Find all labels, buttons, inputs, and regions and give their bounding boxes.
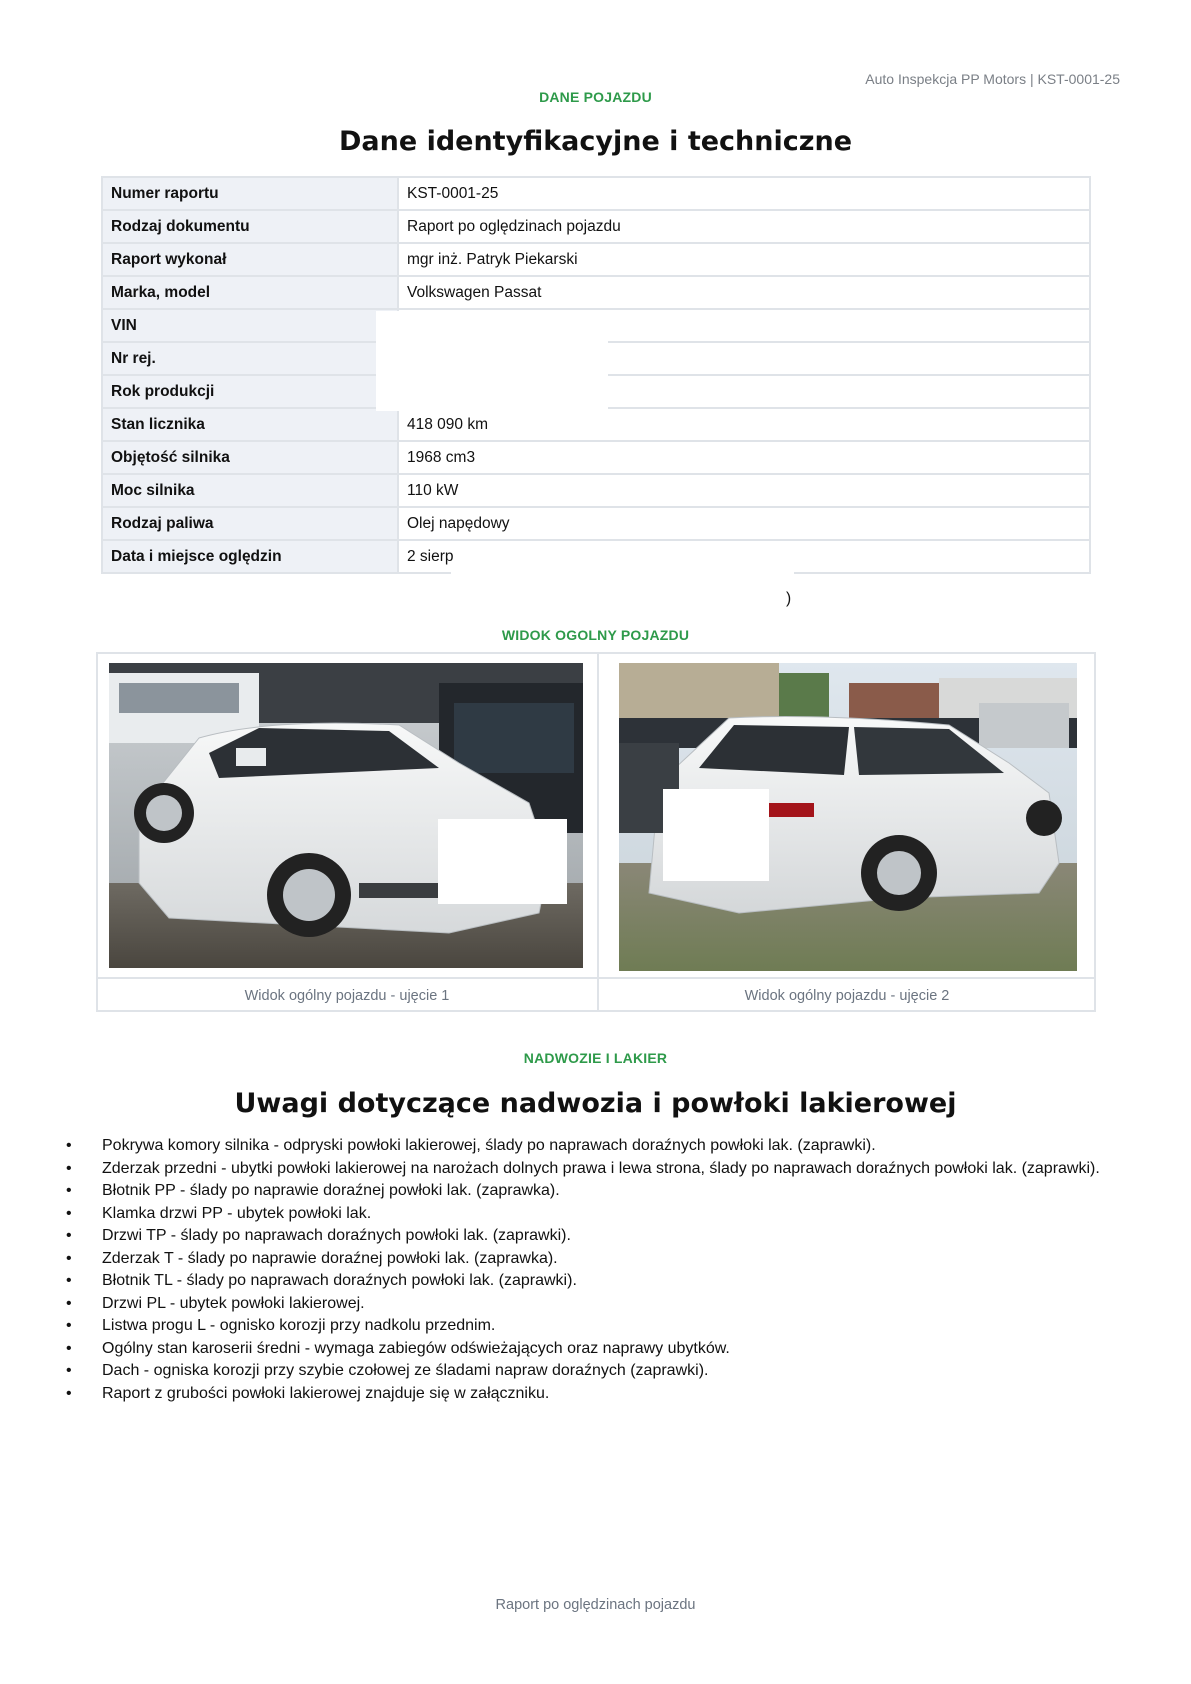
vehicle-photo-1 — [109, 663, 583, 968]
spec-row — [102, 540, 1090, 573]
gallery-caption-separator — [98, 977, 1094, 979]
section-label-vehicle-data: DANE POJAZDU — [539, 89, 652, 105]
spec-key: Objętość silnika — [102, 441, 398, 474]
note-item: • Ogólny stan karoserii średni - wymaga zabiegów odświeżających oraz naprawy ubytków. — [102, 1338, 1132, 1361]
spec-value: 418 090 km — [398, 408, 1090, 441]
note-item: • Zderzak T - ślady po naprawie doraźnej powłoki lak. (zaprawka). — [102, 1248, 1132, 1271]
photo-gallery — [96, 652, 1096, 1012]
spec-row — [102, 441, 1090, 474]
redaction-box-inspection-place — [451, 571, 794, 621]
inspection-place-fragment: ) — [786, 590, 792, 607]
spec-key: Rodzaj paliwa — [102, 507, 398, 540]
spec-key: Raport wykonał — [102, 243, 398, 276]
spec-key: VIN — [102, 309, 398, 342]
spec-value: mgr inż. Patryk Piekarski — [398, 243, 1090, 276]
spec-value: 110 kW — [398, 474, 1090, 507]
note-item: • Pokrywa komory silnika - odpryski powłoki lakierowej, ślady po naprawach doraźnych powłoki lak. (zaprawki). — [102, 1135, 1132, 1158]
gallery-divider — [597, 654, 599, 1010]
spec-key: Marka, model — [102, 276, 398, 309]
spec-row — [102, 210, 1090, 243]
spec-key: Numer raportu — [102, 177, 398, 210]
photo-caption-1: Widok ogólny pojazdu - ujęcie 1 — [244, 988, 450, 1004]
body-paint-notes-list — [66, 1135, 1132, 1405]
spec-key: Rok produkcji — [102, 375, 398, 408]
spec-row — [102, 243, 1090, 276]
note-item: • Zderzak przedni - ubytki powłoki lakierowej na narożach dolnych prawa i lewa strona, ślady po naprawach doraźnych powłoki lak. (zaprawki). — [102, 1158, 1132, 1181]
page-footer: Raport po oględzinach pojazdu — [495, 1597, 696, 1613]
spec-value: Volkswagen Passat — [398, 276, 1090, 309]
spec-row — [102, 507, 1090, 540]
note-item: • Dach - ogniska korozji przy szybie czołowej ze śladami napraw doraźnych (zaprawki). — [102, 1360, 1132, 1383]
spec-value: KST-0001-25 — [398, 177, 1090, 210]
section-label-general-view: WIDOK OGOLNY POJAZDU — [501, 627, 690, 643]
spec-value: Raport po oględzinach pojazdu — [398, 210, 1090, 243]
spec-key: Stan licznika — [102, 408, 398, 441]
section-label-body-paint: NADWOZIE I LAKIER — [523, 1050, 668, 1066]
photo-caption-2: Widok ogólny pojazdu - ujęcie 2 — [744, 988, 950, 1004]
section-title-identification: Dane identyfikacyjne i techniczne — [339, 126, 852, 157]
spec-key: Rodzaj dokumentu — [102, 210, 398, 243]
note-item: • Błotnik PP - ślady po naprawie doraźnej powłoki lak. (zaprawka). — [102, 1180, 1132, 1203]
spec-key: Data i miejsce oględzin — [102, 540, 398, 573]
spec-value: Olej napędowy — [398, 507, 1090, 540]
spec-key: Moc silnika — [102, 474, 398, 507]
header-report-id: Auto Inspekcja PP Motors | KST-0001-25 — [865, 71, 1120, 87]
note-item: • Błotnik TL - ślady po naprawach doraźnych powłoki lak. (zaprawki). — [102, 1270, 1132, 1293]
note-item: • Klamka drzwi PP - ubytek powłoki lak. — [102, 1203, 1132, 1226]
spec-row — [102, 177, 1090, 210]
note-item: • Listwa progu L - ognisko korozji przy nadkolu przednim. — [102, 1315, 1132, 1338]
spec-value: 1968 cm3 — [398, 441, 1090, 474]
spec-value: 2 sierp — [398, 540, 1090, 573]
section-title-body-paint: Uwagi dotyczące nadwozia i powłoki lakierowej — [234, 1088, 957, 1119]
note-item: • Raport z grubości powłoki lakierowej znajduje się w załączniku. — [102, 1383, 1132, 1406]
spec-row — [102, 408, 1090, 441]
redaction-box-plate-photo-2 — [663, 789, 769, 881]
redaction-box-vin-plate — [376, 311, 608, 411]
spec-row — [102, 474, 1090, 507]
note-item: • Drzwi TP - ślady po naprawach doraźnych powłoki lak. (zaprawki). — [102, 1225, 1132, 1248]
spec-key: Nr rej. — [102, 342, 398, 375]
redaction-box-plate-photo-1 — [438, 819, 567, 904]
vehicle-photo-1-image — [109, 663, 583, 968]
note-item: • Drzwi PL - ubytek powłoki lakierowej. — [102, 1293, 1132, 1316]
spec-row — [102, 276, 1090, 309]
